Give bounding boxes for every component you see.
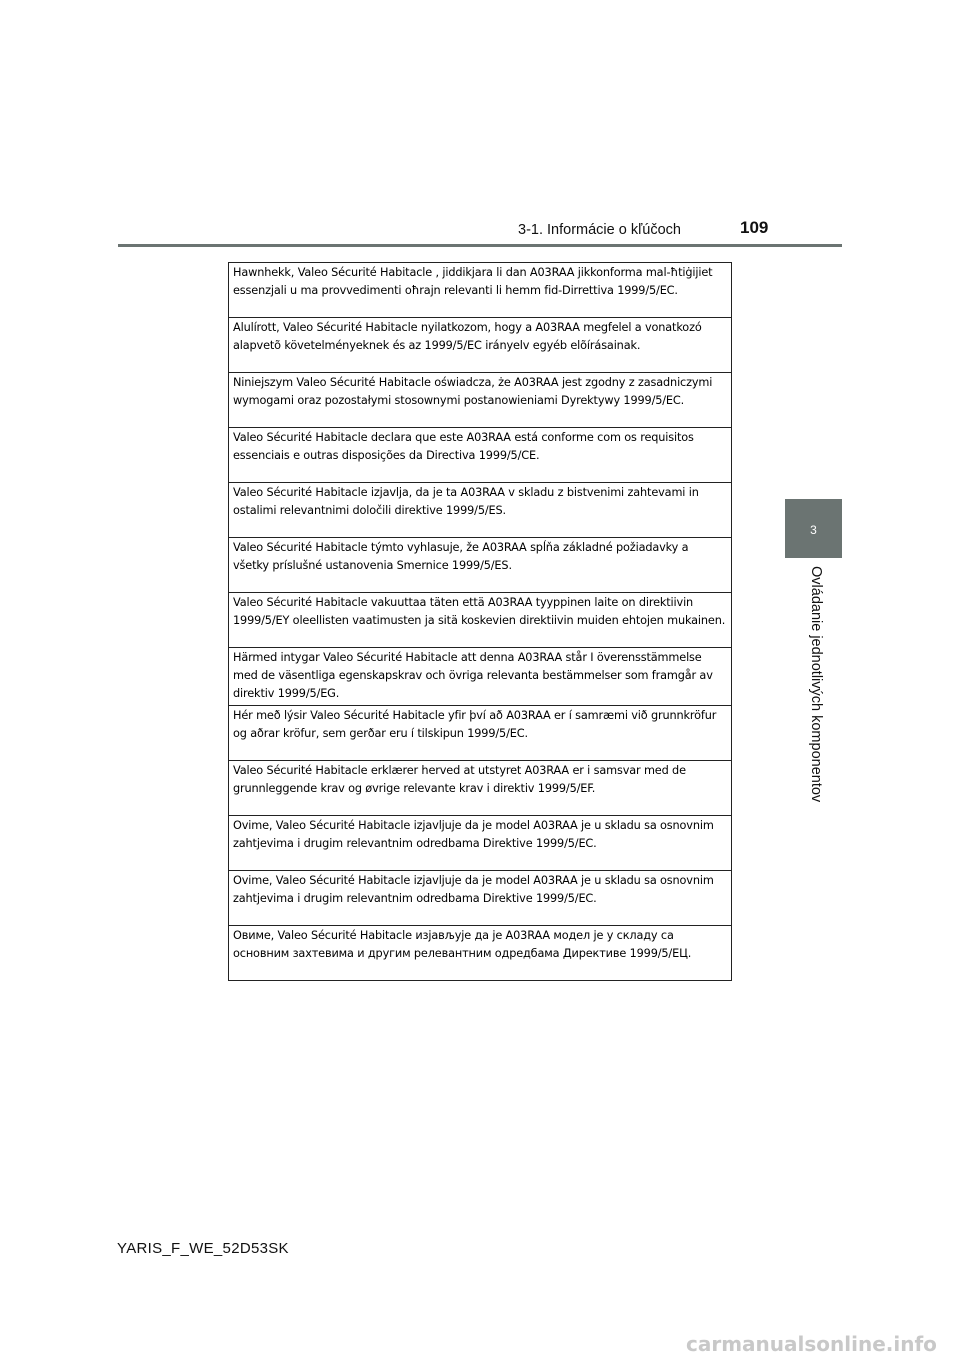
chapter-tab (785, 499, 842, 558)
table-row (229, 428, 732, 483)
declaration-slovak: Valeo Sécurité Habitacle týmto vyhlasuje, že A03RAA spĺňa základné požiadavky a všetky príslušné ustanovenia Smernice 1999/5/ES. (229, 538, 732, 593)
declaration-croatian-repeat: Ovime, Valeo Sécurité Habitacle izjavljuje da je model A03RAA je u skladu sa osnovnim zahtjevima i drugim relevantnim odredbama Direktive 1999/5/EC. (229, 871, 732, 926)
table-row (229, 706, 732, 761)
document-code: YARIS_F_WE_52D53SK (117, 1240, 289, 1257)
section-title: 3-1. Informácie o kľúčoch (518, 222, 681, 238)
table-row (229, 318, 732, 373)
declaration-portuguese: Valeo Sécurité Habitacle declara que este A03RAA está conforme com os requisitos essenciais e outras disposições da Directiva 1999/5/CE. (229, 428, 732, 483)
declaration-slovenian: Valeo Sécurité Habitacle izjavlja, da je ta A03RAA v skladu z bistvenimi zahtevami in ostalimi relevantnimi določili direktive 1999/5/ES. (229, 483, 732, 538)
declaration-swedish: Härmed intygar Valeo Sécurité Habitacle att denna A03RAA står I överensstämmelse med de väsentliga egenskapskrav och övriga relevanta bestämmelser som framgår av direktiv 1999/5/EG. (229, 648, 732, 706)
chapter-title: Ovládanie jednotlivých komponentov (808, 566, 824, 803)
table-row (229, 816, 732, 871)
watermark-text: carmanualsonline.info (686, 1332, 937, 1356)
declaration-icelandic: Hér með lýsir Valeo Sécurité Habitacle yfir því að A03RAA er í samræmi við grunnkröfur og aðrar kröfur, sem gerðar eru í tilskipun 1999/5/EC. (229, 706, 732, 761)
table-row (229, 648, 732, 706)
table-row (229, 263, 732, 318)
table-row (229, 871, 732, 926)
declaration-polish: Niniejszym Valeo Sécurité Habitacle oświadcza, że A03RAA jest zgodny z zasadniczymi wymogami oraz pozostałymi stosownymi postanowieniami Dyrektywy 1999/5/EC. (229, 373, 732, 428)
header-divider (118, 244, 842, 247)
chapter-number: 3 (810, 523, 817, 537)
table-row (229, 926, 732, 981)
table-row (229, 593, 732, 648)
table-row (229, 373, 732, 428)
declaration-maltese: Hawnhekk, Valeo Sécurité Habitacle , jiddikjara li dan A03RAA jikkonforma mal-ħtiġijiet essenzjali u ma provvedimenti oħrajn relevanti li hemm fid-Dirrettiva 1999/5/EC. (229, 263, 732, 318)
declaration-serbian: Овиме, Valeo Sécurité Habitacle изјављује да је A03RAA модел је у складу са основним захтевима и другим релевантним одредбама Директиве 1999/5/ЕЦ. (229, 926, 732, 981)
page-number: 109 (740, 218, 769, 237)
table-row (229, 761, 732, 816)
declaration-croatian: Ovime, Valeo Sécurité Habitacle izjavljuje da je model A03RAA je u skladu sa osnovnim zahtjevima i drugim relevantnim odredbama Direktive 1999/5/EC. (229, 816, 732, 871)
declarations-table (228, 262, 732, 981)
declaration-finnish: Valeo Sécurité Habitacle vakuuttaa täten että A03RAA tyyppinen laite on direktiivin 1999/5/EY oleellisten vaatimusten ja sitä koskevien direktiivin muiden ehtojen mukainen. (229, 593, 732, 648)
declaration-hungarian: Alulírott, Valeo Sécurité Habitacle nyilatkozom, hogy a A03RAA megfelel a vonatkozó alapvetõ követelményeknek és az 1999/5/EC irányelv egyéb elõírásainak. (229, 318, 732, 373)
declaration-norwegian: Valeo Sécurité Habitacle erklærer herved at utstyret A03RAA er i samsvar med de grunnleggende krav og øvrige relevante krav i direktiv 1999/5/EF. (229, 761, 732, 816)
table-row (229, 538, 732, 593)
table-row (229, 483, 732, 538)
